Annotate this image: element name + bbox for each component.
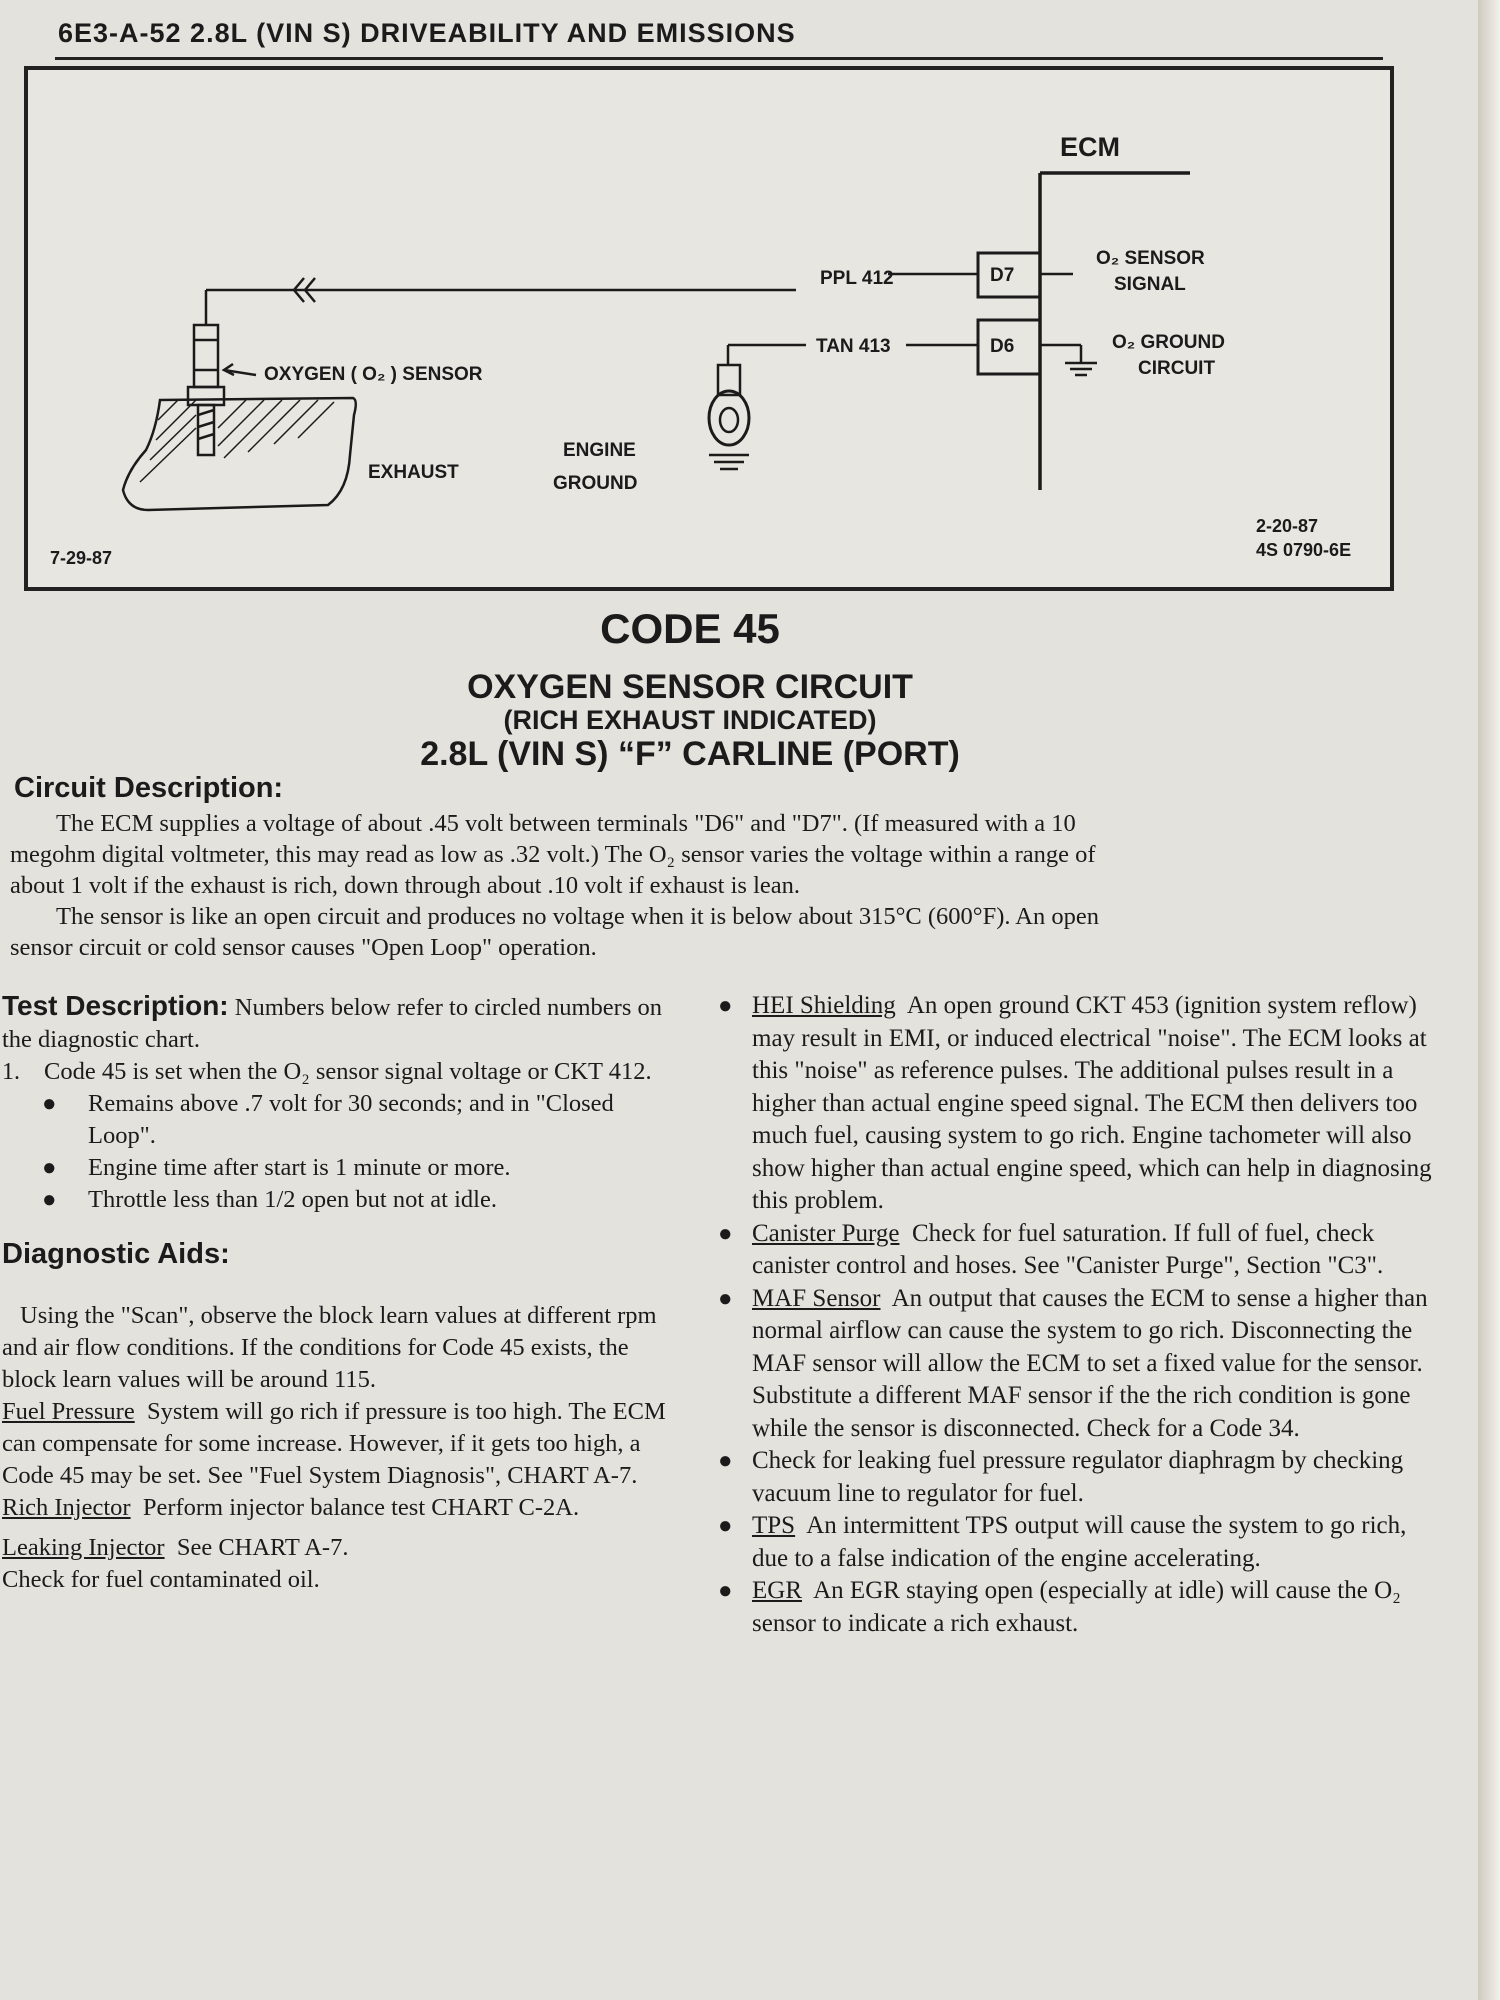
header-rule — [55, 57, 1383, 60]
test-item-1-text: Code 45 is set when the O₂ sensor signal voltage or CKT 412. — [44, 1058, 652, 1085]
item-number: 1. — [2, 1059, 20, 1085]
test-bullet: ● Throttle less than 1/2 open but not at idle. — [42, 1186, 497, 1213]
o2-signal-label-2: SIGNAL — [1114, 274, 1186, 295]
date-left: 7-29-87 — [50, 548, 113, 568]
diagnostic-aids-intro: Using the "Scan", observe the block learn values at different rpm and air flow conditions. If the conditions for Code 45 exists, the block learn values will be around 115. — [2, 1302, 657, 1393]
ground-lug-hole — [720, 408, 738, 432]
o2-signal-label-1: O₂ SENSOR — [1096, 248, 1205, 269]
page-header: 6E3-A-52 2.8L (VIN S) DRIVEABILITY AND EMISSIONS — [58, 18, 796, 48]
right-column — [708, 990, 1436, 1640]
leaking-injector-item: Leaking Injector See CHART A-7. — [2, 1534, 349, 1561]
circuit-description-heading: Circuit Description: — [14, 772, 284, 804]
o2-thread-1 — [198, 410, 214, 415]
test-bullet: ● Remains above .7 volt for 30 seconds; and in "Closed Loop". — [42, 1090, 614, 1149]
test-intro: Numbers below refer to circled numbers on the diagnostic chart. — [2, 994, 662, 1053]
pin-d6-label: D6 — [990, 336, 1015, 357]
diagnostic-aids-heading: Diagnostic Aids: — [2, 1238, 230, 1270]
o2-sensor-body — [194, 325, 218, 387]
circuit-title: OXYGEN SENSOR CIRCUIT — [467, 668, 913, 706]
ground-lug-ring — [709, 391, 749, 445]
maf-sensor-item: ● MAF Sensor An output that causes the ECM to sense a higher than normal airflow can cause the system to go rich. Disconnecting the MAF sensor will allow the ECM to set a fixed value for the sensor. Substitute a different MAF sensor if the the rich condition is gone while the sensor is disconnected. Check for a Code 34. — [718, 1284, 1428, 1442]
sensor-pointer-head — [224, 364, 234, 375]
left-column — [2, 990, 672, 1596]
canister-purge-item: ● Canister Purge Check for fuel saturation. If full of fuel, check canister control and hoses. See "Canister Purge", Section "C3". — [718, 1219, 1384, 1279]
fuel-pressure-item: Fuel Pressure System will go rich if pressure is too high. The ECM can compensate for some increase. However, if it gets too high, a Code 45 may be set. See "Fuel System Diagnosis", CHART A-7. — [2, 1398, 666, 1489]
circuit-description — [10, 808, 1410, 963]
o2-thread-3 — [198, 434, 214, 439]
page-edge — [1478, 0, 1500, 2000]
test-bullet: ● Engine time after start is 1 minute or more. — [42, 1154, 511, 1181]
rich-exhaust-subtitle: (RICH EXHAUST INDICATED) — [503, 705, 877, 735]
rich-injector-item: Rich Injector Perform injector balance test CHART C-2A. — [2, 1494, 580, 1521]
circuit-line: sensor circuit or cold sensor causes "Open Loop" operation. — [10, 934, 597, 961]
test-description-heading: Test Description: — [2, 990, 229, 1021]
carline-subtitle: 2.8L (VIN S) “F” CARLINE (PORT) — [420, 735, 960, 773]
date-right: 2-20-87 — [1256, 516, 1319, 536]
o2-thread-2 — [198, 422, 214, 427]
wiring-diagram — [24, 66, 1394, 591]
o2-ground-label-2: CIRCUIT — [1138, 358, 1216, 379]
engine-ground-label-2: GROUND — [553, 473, 638, 494]
exhaust-hatching — [140, 400, 334, 482]
tan-413-label: TAN 413 — [816, 336, 891, 357]
pin-d7-label: D7 — [990, 265, 1015, 286]
test-description — [2, 990, 672, 1056]
o2-ground-label-1: O₂ GROUND — [1112, 332, 1225, 353]
code-title: CODE 45 — [600, 605, 780, 652]
circuit-line: megohm digital voltmeter, this may read as low as .32 volt.) The O₂ sensor varies the voltage within a range of — [10, 841, 1096, 868]
ecm-label: ECM — [1060, 132, 1120, 162]
egr-item: ● EGR An EGR staying open (especially at idle) will cause the O₂ sensor to indicate a rich exhaust. — [718, 1577, 1401, 1637]
reference-number: 4S 0790-6E — [1256, 540, 1352, 560]
tps-item: ● TPS An intermittent TPS output will cause the system to go rich, due to a false indication of the engine accelerating. — [718, 1512, 1407, 1572]
oxygen-sensor-label: OXYGEN ( O₂ ) SENSOR — [264, 364, 483, 385]
circuit-line: about 1 volt if the exhaust is rich, down through about .10 volt if exhaust is lean. — [10, 872, 800, 899]
exhaust-label: EXHAUST — [368, 462, 459, 483]
diagram-lines — [28, 70, 1390, 587]
test-item-1 — [2, 1056, 672, 1088]
contaminated-oil-item: Check for fuel contaminated oil. — [2, 1566, 320, 1593]
circuit-line: The sensor is like an open circuit and produces no voltage when it is below about 315°C (600°F). An open — [56, 903, 1099, 930]
engine-ground-label-1: ENGINE — [563, 440, 636, 461]
ppl-412-label: PPL 412 — [820, 268, 894, 289]
hei-shielding-item: ● HEI Shielding An open ground CKT 453 (ignition system reflow) may result in EMI, or induced electrical "noise". The ECM looks at this "noise" as reference pulses. The additional pulses result in a higher than actual engine speed signal. The ECM then delivers too much fuel, causing system to go rich. Engine tachometer will also show higher than actual engine speed, which can help in diagnosing this problem. — [718, 992, 1432, 1214]
circuit-line: The ECM supplies a voltage of about .45 volt between terminals "D6" and "D7". (If measured with a 10 — [56, 810, 1076, 837]
regulator-item: ● Check for leaking fuel pressure regulator diaphragm by checking vacuum line to regulator for fuel. — [718, 1447, 1404, 1507]
